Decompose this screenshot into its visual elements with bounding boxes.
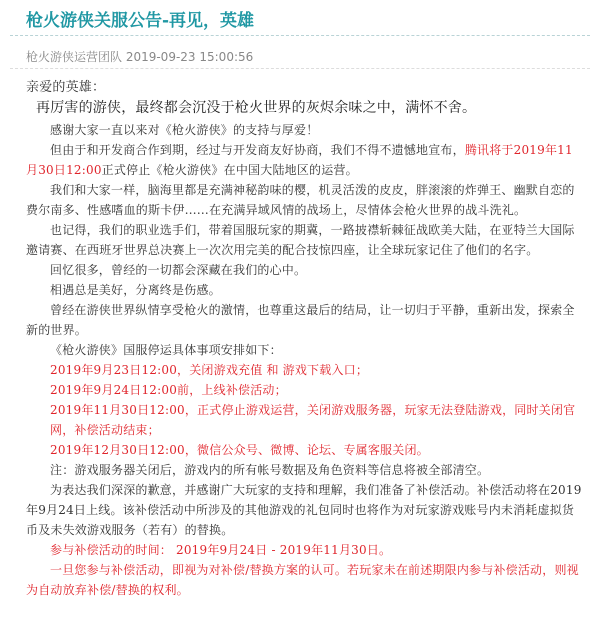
paragraph-announcement (26, 140, 582, 180)
schedule-item-2: 2019年9月24日12:00前，上线补偿活动； (50, 383, 287, 397)
paragraph-esports: 也记得，我们的职业选手们，带着国服玩家的期冀，一路披襟斩棘征战欧美大陆，在亚特兰大国际邀请赛、在西班牙世界总决赛上一次次用完美的配合技惊四座，让全球玩家记住了他们的名字。 (26, 223, 575, 257)
lead-line: 再厉害的游侠，最终都会沉没于枪火世界的灰烬余味之中，满怀不舍。 (36, 100, 477, 116)
compensation-terms: 一旦您参与补偿活动，即视为对补偿/替换方案的认可。若玩家未在前述期限内参与补偿活动，则视为自动放弃补偿/替换的权利。 (26, 563, 579, 597)
paragraph-thanks: 感谢大家一直以来对《枪火游侠》的支持与厚爱！ (50, 123, 319, 137)
announcement-text-b: 正式停止《枪火游侠》在中国大陆地区的运营。 (101, 163, 358, 177)
post-meta: 枪火游侠运营团队 2019-09-23 15:00:56 (26, 50, 254, 64)
schedule-item-1: 2019年9月23日12:00，关闭游戏充值 和 游戏下载入口； (50, 363, 369, 377)
paragraph-recall: 回忆很多，曾经的一切都会深藏在我们的心中。 (50, 263, 307, 277)
announcement-text-a: 但由于和开发商合作到期，经过与开发商友好协商，我们不得不遗憾地宣布， (50, 143, 465, 157)
compensation-period: 参与补偿活动的时间： 2019年9月24日 - 2019年11月30日。 (50, 543, 392, 557)
schedule-item-4: 2019年12月30日12:00，微信公众号、微博、论坛、专属客服关闭。 (50, 443, 429, 457)
data-wipe-note: 注：游戏服务器关闭后，游戏内的所有帐号数据及角色资料等信息将被全部清空。 (50, 463, 490, 477)
paragraph-respect: 曾经在游侠世界纵情享受枪火的激情，也尊重这最后的结局，让一切归于平静，重新出发，探索全新的世界。 (26, 303, 575, 337)
schedule-item-3: 2019年11月30日12:00，正式停止游戏运营，关闭游戏服务器，玩家无法登陆游戏，同时关闭官网，补偿活动结束； (50, 403, 576, 437)
page-title: 枪火游侠关服公告-再见，英雄 (26, 11, 255, 31)
schedule-heading: 《枪火游侠》国服停运具体事项安排如下： (50, 343, 282, 357)
paragraph-compensation: 为表达我们深深的歉意，并感谢广大玩家的支持和理解，我们准备了补偿活动。补偿活动将在2019年9月24日上线。该补偿活动中所涉及的其他游戏的礼包同时也将作为对玩家游戏账号内未消耗虚拟货币及未失效游戏服务（若有）的替换。 (26, 483, 582, 537)
meta-divider (10, 68, 590, 69)
paragraph-farewell: 相遇总是美好，分离终是伤感。 (50, 283, 221, 297)
announcement-body (26, 74, 582, 600)
paragraph-memories: 我们和大家一样，脑海里都是充满神秘韵味的樱，机灵活泼的皮皮，胖滚滚的炸弹王、幽默自恋的费尔南多、性感嗜血的斯卡伊……在充满异域风情的战场上，尽情体会枪火世界的战斗洗礼。 (26, 183, 575, 217)
shutdown-date: 腾讯将于2019年11月30日12:00 (26, 143, 573, 177)
greeting: 亲爱的英雄： (26, 80, 106, 95)
title-divider (10, 35, 590, 36)
